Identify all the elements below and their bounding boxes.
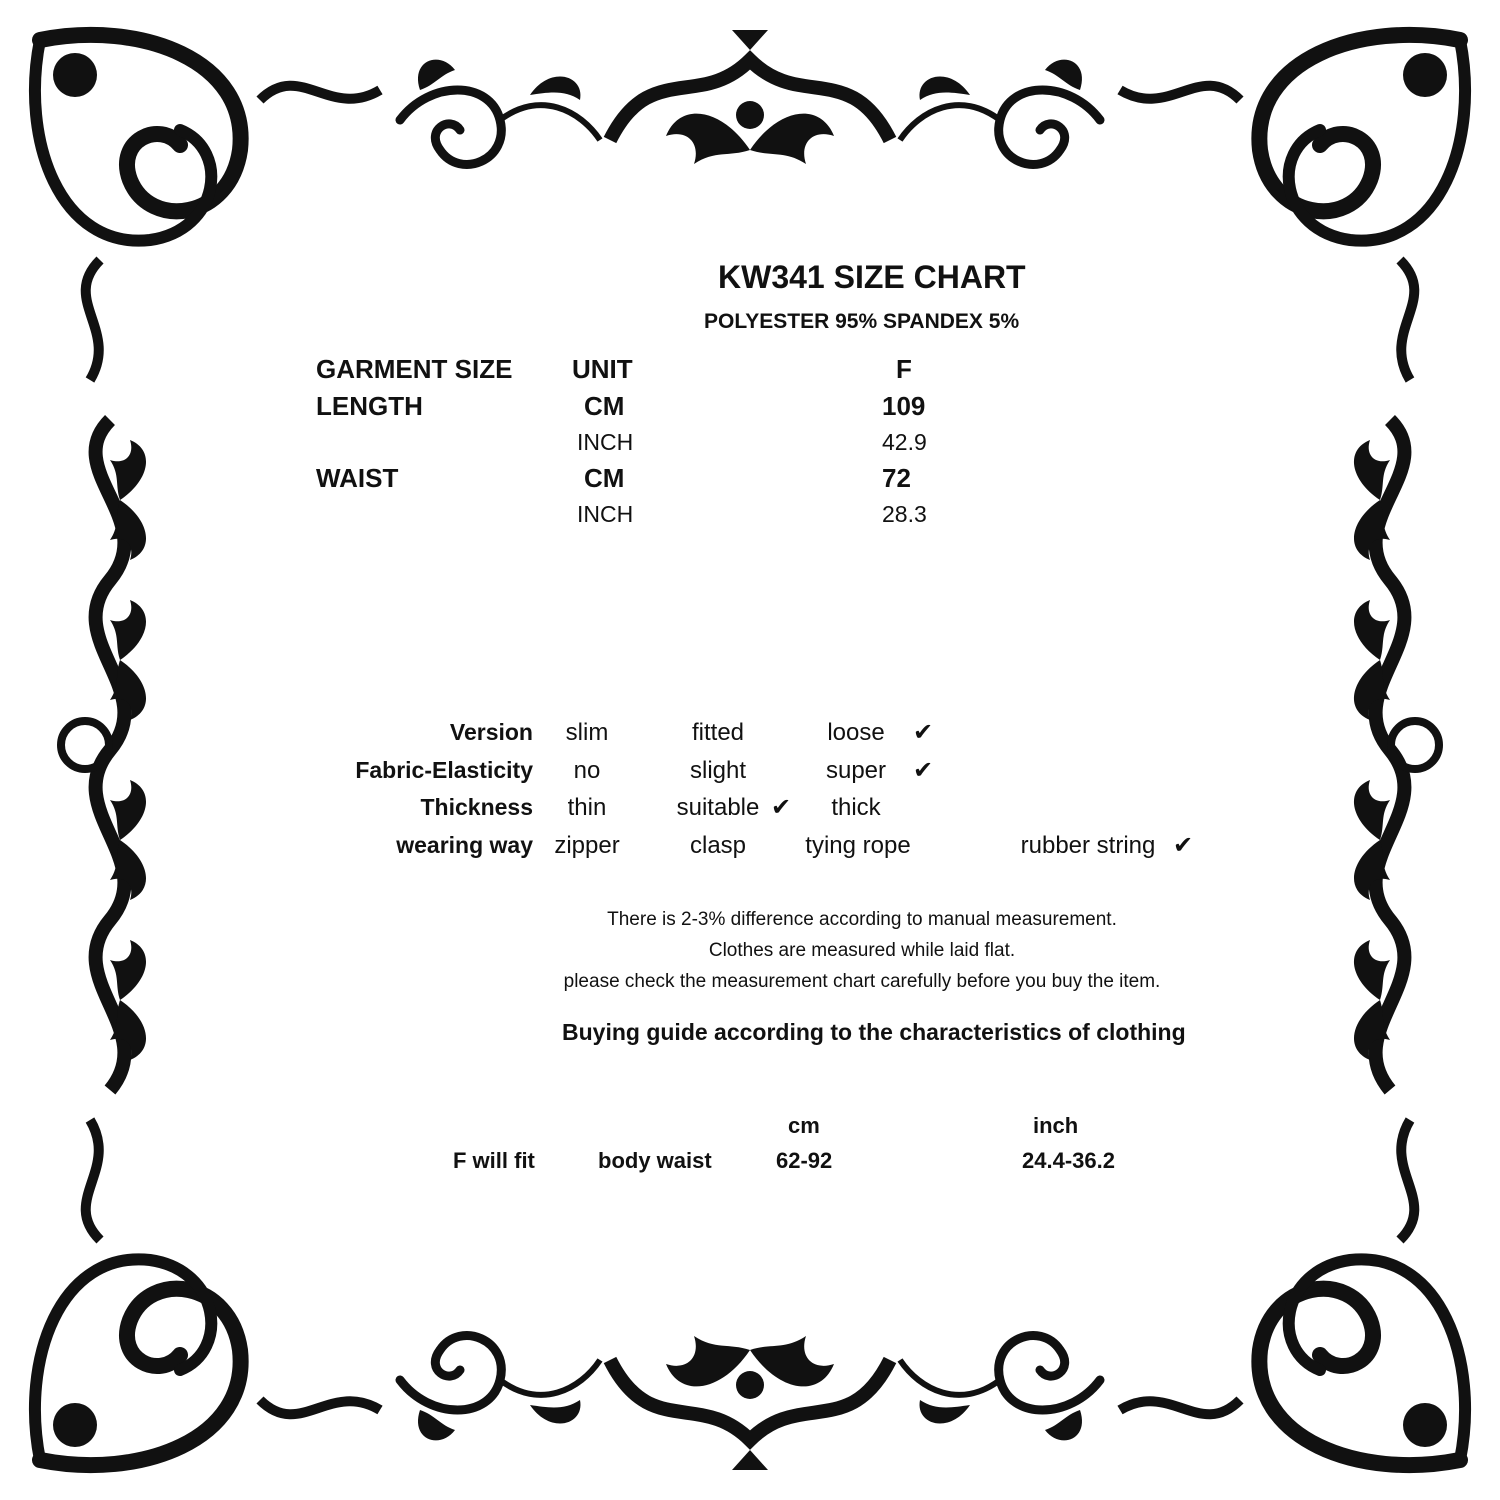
size-row-unit: INCH	[577, 429, 634, 455]
guide-col-inch: inch	[1033, 1113, 1079, 1138]
size-row-label: WAIST	[316, 463, 399, 493]
check-mark-icon: ✔	[771, 794, 792, 821]
characteristic-label-wearing-way: wearing way	[396, 832, 533, 858]
guide-range-inch: 24.4-36.2	[1022, 1148, 1115, 1173]
option-text: slim	[565, 719, 609, 746]
option-text: suitable	[676, 794, 760, 821]
material-composition: POLYESTER 95% SPANDEX 5%	[704, 310, 1020, 333]
option-text: super	[825, 757, 887, 784]
check-mark-icon: ✔	[913, 719, 934, 746]
size-table-header-unit: UNIT	[572, 354, 633, 384]
guide-range-cm: 62-92	[776, 1148, 833, 1173]
size-row-value: 42.9	[882, 429, 927, 455]
note-line: Clothes are measured while laid flat.	[708, 940, 1016, 961]
note-line: There is 2-3% difference according to manual measurement.	[607, 909, 1117, 930]
characteristic-label-fabric-elasticity: Fabric-Elasticity	[355, 757, 533, 783]
buying-guide-heading: Buying guide according to the characteristics of clothing	[562, 1019, 1186, 1045]
size-row-unit: CM	[584, 463, 625, 493]
option-text: slight	[689, 757, 747, 784]
bottom-border-ornament	[400, 1336, 1100, 1470]
option-text: tying rope	[805, 832, 911, 859]
option-text: clasp	[689, 832, 747, 859]
corner-ornament-bottom-left	[35, 1120, 380, 1465]
option-text: thin	[567, 794, 607, 821]
characteristic-label-thickness: Thickness	[420, 794, 533, 820]
size-table-header-size-f: F	[896, 354, 912, 384]
option-text: no	[573, 757, 601, 784]
option-text: rubber string	[1020, 832, 1156, 859]
guide-size: F will fit	[453, 1148, 535, 1173]
size-row-value: 28.3	[882, 501, 927, 527]
size-table-header-garment-size: GARMENT SIZE	[316, 354, 513, 384]
guide-body-part: body waist	[598, 1148, 712, 1173]
size-row-value: 72	[882, 463, 911, 493]
corner-ornament-top-left	[35, 35, 380, 380]
size-row-value: 109	[882, 391, 926, 421]
left-border-ornament	[61, 420, 146, 1090]
corner-ornament-top-right	[1120, 35, 1465, 380]
option-text: zipper	[554, 832, 620, 859]
guide-col-cm: cm	[788, 1113, 820, 1138]
size-row-unit: INCH	[577, 501, 634, 527]
option-text: loose	[827, 719, 885, 746]
right-border-ornament	[1354, 420, 1439, 1090]
size-row-label: LENGTH	[316, 391, 423, 421]
check-mark-icon: ✔	[913, 757, 934, 784]
option-text: thick	[831, 794, 881, 821]
corner-ornament-bottom-right	[1120, 1120, 1465, 1465]
size-row-unit: CM	[584, 391, 625, 421]
check-mark-icon: ✔	[1173, 832, 1194, 859]
option-text: fitted	[691, 719, 745, 746]
chart-title: KW341 SIZE CHART	[718, 259, 1026, 295]
characteristic-label-version: Version	[449, 719, 533, 745]
top-border-ornament	[400, 30, 1100, 164]
note-line: please check the measurement chart carefully before you buy the item.	[563, 971, 1161, 992]
